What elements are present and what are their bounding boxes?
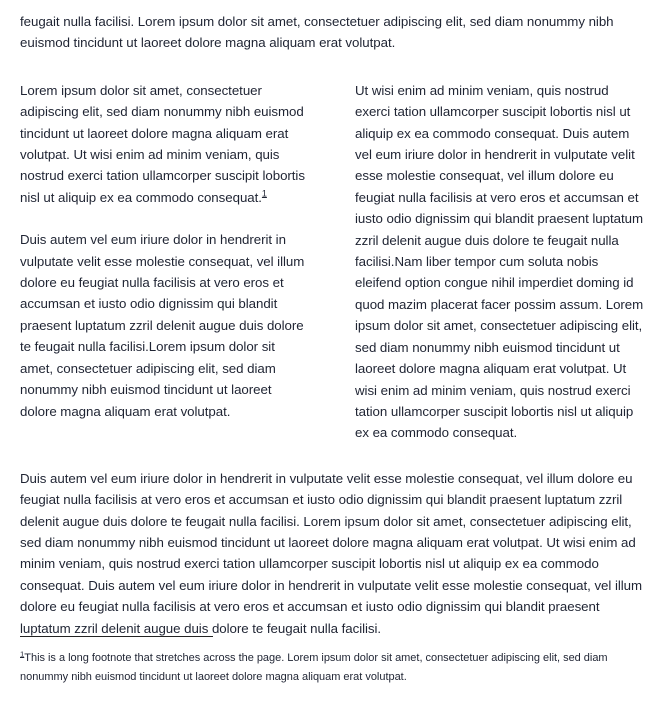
intro-paragraph: feugait nulla facilisi. Lorem ipsum dolor sit amet, consectetuer adipiscing elit, sed diam nonummy nibh euismod tincidunt ut laoreet dolore magna aliquam erat volutpat.: [20, 14, 614, 51]
footnote-section: [20, 636, 646, 687]
left-column: [20, 80, 311, 422]
footnote-separator-rule: [20, 636, 213, 637]
intro-section: [20, 0, 646, 54]
right-column: [355, 80, 646, 444]
footnote-entry: [20, 649, 646, 687]
footnote-body-text: This is a long footnote that stretches across the page. Lorem ipsum dolor sit amet, consectetuer adipiscing elit, sed diam nonummy nibh euismod tincidunt ut laoreet dolore magna aliquam erat volutpat.: [20, 652, 608, 683]
right-column-paragraph-1: Ut wisi enim ad minim veniam, quis nostrud exerci tation ullamcorper suscipit lobortis nisl ut aliquip ex ea commodo consequat. Duis autem vel eum iriure dolor in hendrerit in vulputate velit esse molestie consequat, vel illum dolore eu feugiat nulla facilisis at vero eros et accumsan et iusto odio dignissim qui blandit praesent luptatum zzril delenit augue duis dolore te feugait nulla facilisi.Nam liber tempor cum soluta nobis eleifend option congue nihil imperdiet doming id quod mazim placerat facer possim assum. Lorem ipsum dolor sit amet, consectetuer adipiscing elit, sed diam nonummy nibh euismod tincidunt ut laoreet dolore magna aliquam erat volutpat. Ut wisi enim ad minim veniam, quis nostrud exerci tation ullamcorper suscipit lobortis nisl ut aliquip ex ea commodo consequat.: [355, 82, 644, 441]
document-body: [20, 0, 646, 639]
two-column-section: [20, 54, 646, 444]
left-column-paragraph-1: [20, 80, 311, 208]
left-column-paragraph-2: Duis autem vel eum iriure dolor in hendrerit in vulputate velit esse molestie consequat, vel illum dolore eu feugiat nulla facilisis at vero eros et accumsan et iusto odio dignissim qui blandit praesent luptatum zzril delenit augue duis dolore te feugait nulla facilisi.Lorem ipsum dolor sit amet, consectetuer adipiscing elit, sed diam nonummy nibh euismod tincidunt ut laoreet dolore magna aliquam erat volutpat.: [20, 232, 305, 419]
fullwidth-paragraph: Duis autem vel eum iriure dolor in hendrerit in vulputate velit esse molestie consequat, vel illum dolore eu feugiat nulla facilisis at vero eros et accumsan et iusto odio dignissim qui blandit praesent luptatum zzril delenit augue duis dolore te feugait nulla facilisi. Lorem ipsum dolor sit amet, consectetuer adipiscing elit, sed diam nonummy nibh euismod tincidunt ut laoreet dolore magna aliquam erat volutpat. Ut wisi enim ad minim veniam, quis nostrud exerci tation ullamcorper suscipit lobortis nisl ut aliquip ex ea commodo consequat. Duis autem vel eum iriure dolor in hendrerit in vulputate velit esse molestie consequat, vel illum dolore eu feugiat nulla facilisis at vero eros et accumsan et iusto odio dignissim qui blandit praesent luptatum zzril delenit augue duis dolore te feugait nulla facilisi.: [20, 470, 643, 636]
footnote-number-marker[interactable]: 1: [20, 649, 25, 659]
footnote-reference-marker[interactable]: 1: [261, 188, 267, 199]
fullwidth-section: [20, 444, 646, 639]
left-column-paragraph-1-text: Lorem ipsum dolor sit amet, consectetuer adipiscing elit, sed diam nonummy nibh euismod tincidunt ut laoreet dolore magna aliquam erat volutpat. Ut wisi enim ad minim veniam, quis nostrud exerci tation ullamcorper suscipit lobortis nisl ut aliquip ex ea commodo consequat.: [20, 82, 305, 205]
